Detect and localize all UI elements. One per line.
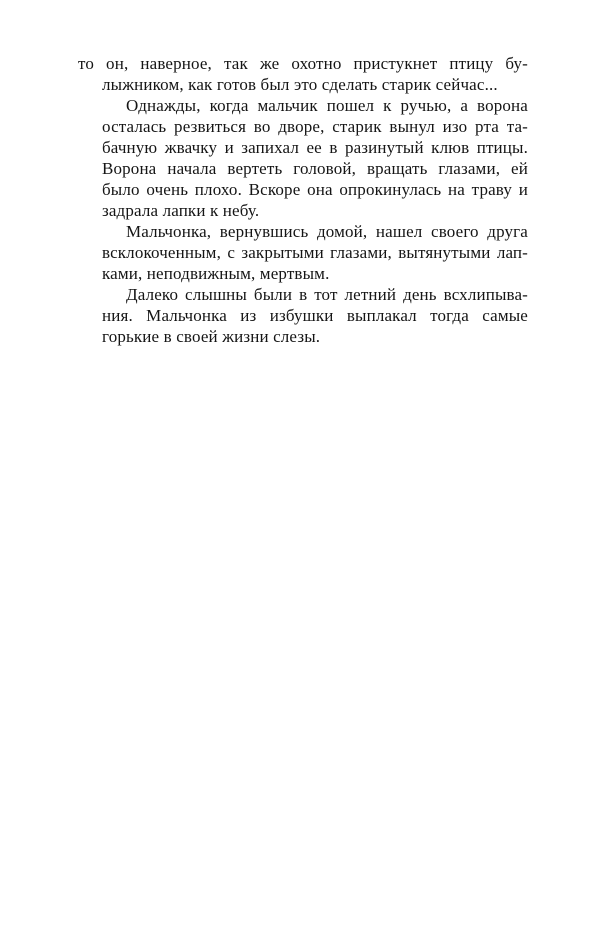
- paragraph: [78, 95, 528, 221]
- text-line: то он, наверное, так же охотно пристукнет птицу бу-: [78, 54, 528, 73]
- text-line: всклокоченным, с закрытыми глазами, вытянутыми лап-: [102, 243, 528, 262]
- text-line: Ворона начала вертеть головой, вращать глазами, ей: [102, 159, 528, 178]
- text-line: осталась резвиться во дворе, старик вынул изо рта та-: [102, 117, 528, 136]
- text-body: [78, 53, 528, 347]
- text-line: лыжником, как готов был это сделать старик сейчас...: [102, 75, 498, 94]
- text-line: Однажды, когда мальчик пошел к ручью, а ворона: [126, 96, 528, 115]
- paragraph: [78, 284, 528, 347]
- paragraph: [78, 221, 528, 284]
- text-line: было очень плохо. Вскоре она опрокинулась на траву и: [102, 180, 528, 199]
- text-line: Мальчонка, вернувшись домой, нашел своего друга: [126, 222, 528, 241]
- text-line: горькие в своей жизни слезы.: [102, 327, 321, 346]
- text-line: задрала лапки к небу.: [102, 201, 260, 220]
- text-line: бачную жвачку и запихал ее в разинутый клюв птицы.: [102, 138, 528, 157]
- text-line: Далеко слышны были в тот летний день всхлипыва-: [126, 285, 528, 304]
- text-line: ния. Мальчонка из избушки выплакал тогда самые: [102, 306, 528, 325]
- text-line: ками, неподвижным, мертвым.: [102, 264, 330, 283]
- paragraph: [78, 53, 528, 95]
